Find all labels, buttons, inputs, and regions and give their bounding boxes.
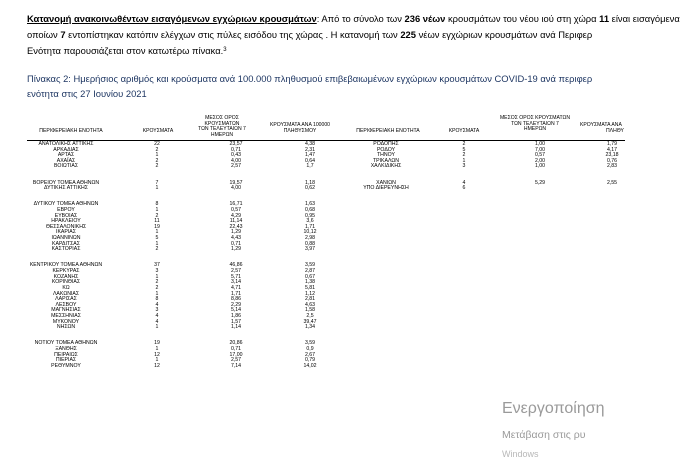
left-unit-name: ΚΩ (62, 284, 70, 291)
left-cases: 4 (155, 301, 159, 308)
left-cases: 1 (155, 290, 159, 297)
left-cases: 37 (154, 262, 160, 269)
left-cases: 1 (155, 185, 159, 192)
header-avg-line: ΤΩΝ ΤΕΛΕΥΤΑΙΩΝ 7 (198, 126, 246, 133)
header-per-line: ΠΛΗΘΥ (606, 127, 624, 134)
header-per100k-right (574, 123, 660, 134)
left-unit-name: ΝΟΤΙΟΥ ΤΟΜΕΑ ΑΘΗΝΩΝ (34, 340, 98, 347)
left-avg7: 5,14 (230, 307, 242, 314)
left-cases: 7 (155, 179, 159, 186)
left-per100k: 0,88 (304, 240, 316, 247)
left-unit-name: ΠΕΙΡΑΙΩΣ (54, 351, 78, 358)
left-avg7: 4,00 (230, 185, 242, 192)
left-avg7: 0,71 (230, 345, 242, 352)
left-per100k: 10,12 (303, 229, 317, 236)
intro-count-domestic: 225 (400, 29, 416, 40)
header-cases: ΚΡΟΥΣΜΑΤΑ (142, 128, 174, 134)
left-avg7: 16,71 (229, 201, 243, 208)
left-avg7: 19,57 (229, 179, 243, 186)
left-unit-name: ΙΚΑΡΙΑΣ (56, 229, 76, 236)
left-unit-name: ΕΥΒΟΙΑΣ (54, 212, 78, 219)
left-avg7: 7,14 (230, 362, 242, 369)
left-per100k: 3,97 (304, 246, 316, 253)
left-cases: 12 (154, 362, 160, 369)
caption-line-2: ενότητα στις 27 Ιουνίου 2021 (27, 88, 147, 99)
left-per100k: 1,34 (304, 324, 316, 331)
right-cases: 3 (462, 163, 466, 170)
left-unit-name: ΚΟΡΙΝΘΙΑΣ (51, 279, 81, 286)
right-avg7: 2,00 (534, 157, 546, 164)
left-cases: 11 (154, 218, 160, 225)
left-unit-name: ΑΡΚΑΔΙΑΣ (53, 146, 79, 153)
left-unit-name: ΚΑΣΤΟΡΙΑΣ (51, 246, 81, 253)
left-avg7: 17,00 (229, 351, 243, 358)
left-unit-name: ΠΙΕΡΙΑΣ (55, 357, 77, 364)
right-cases: 2 (462, 141, 466, 147)
left-unit-name: ΚΕΡΚΥΡΑΣ (52, 268, 80, 275)
left-per100k: 4,63 (304, 301, 316, 308)
left-per100k: 3,59 (304, 262, 316, 269)
intro-text: είναι εισαγόμενα (609, 13, 680, 24)
left-avg7: 5,71 (230, 273, 242, 280)
left-avg7: 23,57 (229, 141, 243, 147)
left-per100k: 2,5 (306, 313, 314, 319)
left-cases: 1 (155, 229, 159, 236)
right-per100k: 1,79 (606, 141, 618, 147)
right-cases: 2 (462, 152, 466, 159)
left-per100k: 1,18 (304, 179, 316, 186)
left-avg7: 20,86 (229, 340, 243, 347)
left-cases: 1 (155, 357, 159, 364)
left-per100k: 0,68 (304, 206, 316, 213)
left-avg7: 4,43 (230, 235, 242, 242)
left-avg7: 8,86 (230, 296, 242, 303)
left-avg7: 0,43 (230, 152, 242, 159)
activation-watermark-sub: Windows (502, 449, 539, 459)
left-unit-name: ΒΟΡΕΙΟΥ ΤΟΜΕΑ ΑΘΗΝΩΝ (32, 179, 100, 186)
left-cases: 4 (155, 313, 159, 319)
header-cases-right: ΚΡΟΥΣΜΑΤΑ (448, 128, 480, 134)
left-per100k: 14,02 (303, 362, 317, 369)
left-per100k: 0,79 (304, 357, 316, 364)
left-cases: 2 (155, 157, 159, 164)
left-unit-name: ΑΡΤΑΣ (57, 152, 75, 159)
left-per100k: 0,62 (304, 185, 316, 192)
right-per100k: 2,55 (606, 179, 618, 186)
left-cases: 2 (155, 246, 159, 253)
left-unit-name: ΒΟΙΩΤΙΑΣ (53, 163, 79, 170)
left-unit-name: ΘΕΣΣΑΛΟΝΙΚΗΣ (45, 223, 87, 230)
right-cases: 6 (462, 185, 466, 192)
left-unit-name: ΑΧΑΪΑΣ (56, 157, 76, 164)
right-unit-name: ΧΑΛΚΙΔΙΚΗΣ (370, 163, 402, 170)
left-unit-name: ΚΟΖΑΝΗΣ (53, 273, 79, 280)
right-per100k: 23,18 (605, 152, 619, 159)
left-cases: 1 (155, 206, 159, 213)
header-avg-line: ΜΕΣΟΣ ΟΡΟΣ ΚΡΟΥΣΜΑΤΩΝ (499, 115, 571, 121)
right-per100k: 2,83 (606, 163, 618, 170)
intro-text: Ενότητα παρουσιάζεται στον κατωτέρω πίνακα. (27, 45, 224, 56)
header-per100k (260, 123, 340, 134)
right-unit-name: ΡΟΔΟΠΗΣ (373, 141, 399, 147)
left-cases: 1 (155, 273, 159, 280)
intro-count-imported: 11 (599, 13, 610, 24)
left-cases: 22 (154, 141, 160, 147)
left-unit-name: ΚΑΡΔΙΤΣΑΣ (52, 240, 80, 247)
left-unit-name: ΝΗΣΩΝ (56, 324, 76, 331)
intro-text: : Από το σύνολο των (316, 13, 405, 24)
left-per100k: 3,6 (306, 218, 314, 225)
left-cases: 2 (155, 284, 159, 291)
left-per100k: 1,63 (304, 201, 316, 208)
left-unit-name: ΛΑΡΙΣΑΣ (55, 296, 77, 303)
right-unit-name: ΧΑΝΙΩΝ (376, 179, 396, 186)
left-unit-name: ΡΕΘΥΜΝΟΥ (51, 362, 81, 369)
left-cases: 1 (155, 240, 159, 247)
right-avg7: 1,00 (534, 163, 546, 170)
header-per-line: ΚΡΟΥΣΜΑΤΑ ΑΝΑ 100000 (270, 122, 330, 128)
header-avg (188, 116, 256, 138)
left-avg7: 2,57 (230, 268, 242, 275)
left-cases: 2 (155, 212, 159, 219)
left-avg7: 4,00 (230, 157, 242, 164)
left-avg7: 46,86 (229, 262, 243, 269)
right-unit-name: ΤΡΙΚΑΛΩΝ (372, 157, 400, 164)
left-per100k: 3,59 (304, 340, 316, 347)
left-cases: 2 (155, 146, 159, 153)
right-unit-name: ΥΠΟ ΔΙΕΡΕΥΝΗΣΗ (363, 185, 409, 192)
left-per100k: 1,71 (304, 223, 316, 230)
left-avg7: 11,14 (229, 218, 243, 225)
left-cases: 19 (154, 223, 160, 230)
left-avg7: 0,71 (230, 146, 242, 153)
right-per100k: 0,76 (606, 157, 618, 164)
right-avg7: 1,00 (534, 141, 546, 147)
right-cases: 4 (462, 179, 466, 186)
left-avg7: 4,29 (230, 212, 242, 219)
left-per100k: 1,38 (304, 279, 316, 286)
left-unit-name: ΜΕΣΣΗΝΙΑΣ (51, 313, 81, 319)
left-unit-name: ΑΝΑΤΟΛΙΚΗΣ ΑΤΤΙΚΗΣ (38, 141, 94, 147)
left-cases: 1 (155, 324, 159, 331)
right-per100k: 4,17 (606, 146, 618, 153)
left-unit-name: ΛΕΣΒΟΥ (55, 301, 77, 308)
header-avg-line: ΤΩΝ ΤΕΛΕΥΤΑΙΩΝ 7 (511, 120, 559, 127)
caption-line-1: Πίνακας 2: Ημερήσιος αριθμός και κρούσματα ανά 100.000 πληθυσμού επιβεβαιωμένων εγχώριων κρουσμάτων COVID-19 ανά περιφερ (27, 73, 593, 84)
left-per100k: 0,9 (306, 345, 314, 352)
left-avg7: 1,14 (230, 324, 242, 331)
left-per100k: 0,95 (304, 212, 316, 219)
right-avg7: 7,00 (534, 146, 546, 153)
header-avg-line: ΗΜΕΡΩΝ (210, 131, 234, 138)
right-unit-name: ΡΟΔΟΥ (376, 146, 396, 153)
left-avg7: 0,71 (230, 240, 242, 247)
left-per100k: 2,81 (304, 296, 316, 303)
left-unit-name: ΗΡΑΚΛΕΙΟΥ (51, 218, 81, 225)
left-cases: 3 (155, 307, 159, 314)
left-cases: 1 (155, 345, 159, 352)
right-avg7: 0,57 (534, 152, 546, 159)
left-per100k: 0,67 (304, 273, 316, 280)
left-cases: 8 (155, 201, 159, 208)
header-unit: ΠΕΡΙΦΕΡΕΙΑΚΗ ΕΝΟΤΗΤΑ (39, 128, 103, 134)
left-per100k: 1,7 (306, 163, 314, 170)
left-per100k: 5,81 (304, 284, 316, 291)
left-unit-name: ΙΩΑΝΝΙΝΩΝ (51, 235, 81, 242)
left-unit-name: ΞΑΝΘΗΣ (55, 345, 77, 352)
left-cases: 5 (155, 235, 159, 242)
left-unit-name: ΜΑΓΝΗΣΙΑΣ (51, 307, 81, 314)
left-per100k: 0,64 (304, 157, 316, 164)
left-avg7: 1,57 (230, 318, 242, 325)
left-per100k: 2,87 (304, 268, 316, 275)
intro-count-new: 236 νέων (404, 13, 446, 24)
header-avg-line: ΗΜΕΡΩΝ (523, 126, 547, 133)
left-avg7: 1,29 (230, 229, 242, 236)
left-per100k: 2,31 (304, 146, 316, 153)
left-per100k: 1,58 (304, 307, 316, 314)
activation-watermark-title: Ενεργοποίηση (502, 400, 605, 417)
left-avg7: 2,57 (230, 163, 242, 170)
left-avg7: 1,29 (230, 246, 242, 253)
left-unit-name: ΔΥΤΙΚΟΥ ΤΟΜΕΑ ΑΘΗΝΩΝ (33, 201, 99, 208)
left-unit-name: ΛΑΚΩΝΙΑΣ (52, 290, 80, 297)
left-avg7: 1,71 (230, 290, 242, 297)
left-cases: 3 (155, 268, 159, 275)
footnote-ref: 3 (223, 47, 227, 53)
left-per100k: 39,47 (303, 318, 317, 325)
left-per100k: 2,67 (304, 351, 316, 358)
right-unit-name: ΤΗΝΟΥ (377, 152, 395, 159)
left-avg7: 2,57 (230, 357, 242, 364)
left-cases: 4 (155, 318, 159, 325)
left-cases: 8 (155, 296, 159, 303)
header-avg-right (498, 116, 572, 133)
left-per100k: 2,98 (304, 235, 316, 242)
left-cases: 2 (155, 163, 159, 170)
left-cases: 12 (154, 351, 160, 358)
left-cases: 1 (155, 152, 159, 159)
header-unit-right: ΠΕΡΙΦΕΡΕΙΑΚΗ ΕΝΟΤΗΤΑ (356, 128, 420, 134)
right-cases: 5 (462, 146, 466, 153)
left-per100k: 1,12 (304, 290, 316, 297)
header-per-line: ΠΛΗΘΥΣΜΟΥ (283, 127, 317, 134)
intro-text: κρουσμάτων του νέου ιού στη χώρα (445, 13, 600, 24)
header-avg-line: ΜΕΣΟΣ ΟΡΟΣ ΚΡΟΥΣΜΑΤΩΝ (204, 115, 240, 127)
left-unit-name: ΚΕΝΤΡΙΚΟΥ ΤΟΜΕΑ ΑΘΗΝΩΝ (29, 262, 103, 269)
left-unit-name: ΕΒΡΟΥ (57, 206, 75, 213)
left-cases: 2 (155, 279, 159, 286)
left-avg7: 0,57 (230, 206, 242, 213)
left-per100k: 1,47 (304, 152, 316, 159)
right-cases: 1 (462, 157, 466, 164)
left-avg7: 4,71 (230, 284, 242, 291)
left-avg7: 22,43 (229, 223, 243, 230)
header-per-line: ΚΡΟΥΣΜΑΤΑ ΑΝΑ (580, 122, 622, 128)
left-avg7: 2,29 (230, 301, 242, 308)
left-per100k: 4,38 (304, 141, 316, 147)
intro-heading: Κατανομή ανακοινωθέντων εισαγόμενων εγχώριων κρουσμάτων (27, 13, 317, 24)
intro-text: οποίων (27, 29, 61, 40)
left-unit-name: ΔΥΤΙΚΗΣ ΑΤΤΙΚΗΣ (44, 185, 88, 192)
intro-text: νέων εγχώριων κρουσμάτων ανά Περιφερ (415, 29, 593, 40)
left-unit-name: ΜΥΚΟΝΟΥ (52, 318, 80, 325)
left-avg7: 1,86 (230, 313, 242, 319)
left-avg7: 3,14 (230, 279, 242, 286)
intro-count-border: 7 (60, 29, 66, 40)
intro-text: εντοπίστηκαν κατόπιν ελέγχων στις πύλες εισόδου της χώρας . Η κατανομή των (65, 29, 401, 40)
activation-watermark-text: Μετάβαση στις ρυ (502, 429, 586, 441)
right-avg7: 5,29 (534, 179, 546, 186)
left-cases: 19 (154, 340, 160, 347)
